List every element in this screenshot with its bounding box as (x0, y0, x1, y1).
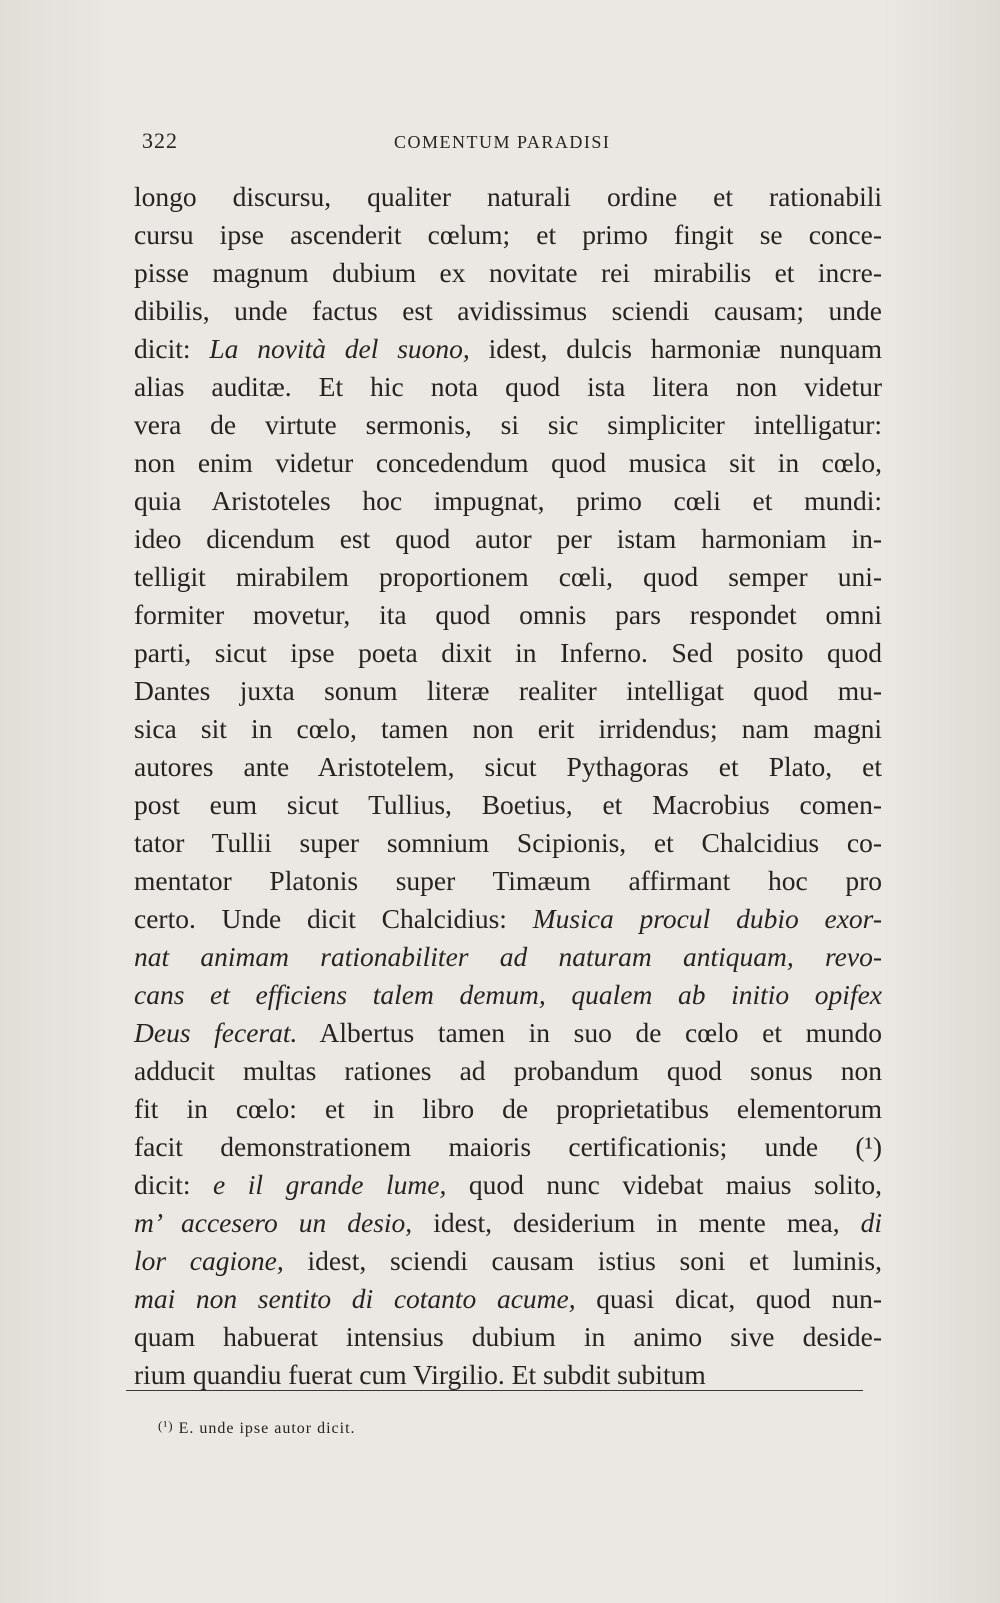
text-line (134, 330, 882, 368)
text-line (134, 406, 882, 444)
text-line (134, 1090, 882, 1128)
text-line (134, 634, 882, 672)
text-segment: post eum sicut Tullius, Boetius, et Macrobius comen- (134, 789, 882, 820)
text-line (134, 824, 882, 862)
text-line (134, 1280, 882, 1318)
text-segment: dicit: (134, 333, 210, 364)
text-segment: fit in cœlo: et in libro de proprietatibus elementorum (134, 1093, 882, 1124)
text-line (134, 748, 882, 786)
text-segment: formiter movetur, ita quod omnis pars respondet omni (134, 599, 882, 630)
italic-segment: m’ accesero un desio, (134, 1207, 413, 1238)
italic-segment: cans et efficiens talem demum, qualem ab initio opifex (134, 979, 882, 1010)
text-line (134, 1014, 882, 1052)
text-segment: telligit mirabilem proportionem cœli, quod semper uni- (134, 561, 882, 592)
text-line (134, 862, 882, 900)
text-line (134, 900, 882, 938)
text-segment: idest, dulcis harmoniæ nunquam (469, 333, 882, 364)
text-segment: tator Tullii super somnium Scipionis, et Chalcidius co- (134, 827, 882, 858)
text-line (134, 178, 882, 216)
text-line (134, 1318, 882, 1356)
text-line (134, 1356, 882, 1394)
text-line (134, 1052, 882, 1090)
text-segment: quia Aristoteles hoc impugnat, primo cœli et mundi: (134, 485, 882, 516)
text-line (134, 558, 882, 596)
text-line (134, 368, 882, 406)
footnote-marker: (¹) (158, 1418, 174, 1433)
body-text (134, 178, 882, 1394)
text-segment: idest, sciendi causam istius soni et luminis, (283, 1245, 882, 1276)
text-line (134, 1166, 882, 1204)
text-segment: non enim videtur concedendum quod musica sit in cœlo, (134, 447, 882, 478)
text-segment: dicit: (134, 1169, 214, 1200)
text-segment: quod nunc videbat maius solito, (446, 1169, 882, 1200)
italic-segment: di (860, 1207, 883, 1238)
text-line (134, 254, 882, 292)
text-line (134, 216, 882, 254)
text-line (134, 292, 882, 330)
footnote-divider (126, 1390, 863, 1391)
text-line (134, 976, 882, 1014)
italic-segment: lor cagione, (134, 1245, 284, 1276)
text-line (134, 672, 882, 710)
footnote (158, 1418, 356, 1438)
italic-segment: e il grande lume, (213, 1169, 447, 1200)
text-segment: Albertus tamen in suo de cœlo et mundo (297, 1017, 882, 1048)
text-line (134, 786, 882, 824)
text-segment: longo discursu, qualiter naturali ordine et rationabili (134, 181, 882, 212)
italic-segment: Musica procul dubio exor- (532, 903, 882, 934)
text-segment: alias auditæ. Et hic nota quod ista litera non videtur (134, 371, 882, 402)
text-segment: facit demonstrationem maioris certificationis; unde (¹) (134, 1131, 882, 1162)
text-segment: rium quandiu fuerat cum Virgilio. Et subdit subitum (134, 1359, 706, 1390)
text-segment: cursu ipse ascenderit cœlum; et primo fingit se conce- (134, 219, 882, 250)
text-segment: parti, sicut ipse poeta dixit in Inferno. Sed posito quod (134, 637, 882, 668)
text-segment: ideo dicendum est quod autor per istam harmoniam in- (134, 523, 882, 554)
text-segment: pisse magnum dubium ex novitate rei mirabilis et incre- (134, 257, 882, 288)
italic-segment: La novità del suono, (209, 333, 470, 364)
text-line (134, 1204, 882, 1242)
text-line (134, 1128, 882, 1166)
text-line (134, 596, 882, 634)
text-line (134, 520, 882, 558)
text-segment: sica sit in cœlo, tamen non erit irridendus; nam magni (134, 713, 882, 744)
italic-segment: nat animam rationabiliter ad naturam antiquam, revo- (134, 941, 882, 972)
text-segment: dibilis, unde factus est avidissimus sciendi causam; unde (134, 295, 882, 326)
text-segment: autores ante Aristotelem, sicut Pythagoras et Plato, et (134, 751, 882, 782)
italic-segment: Deus fecerat. (134, 1017, 298, 1048)
text-segment: Dantes juxta sonum literæ realiter intelligat quod mu- (134, 675, 882, 706)
italic-segment: mai non sentito di cotanto acume, (134, 1283, 576, 1314)
text-segment: quam habuerat intensius dubium in animo sive deside- (134, 1321, 882, 1352)
text-segment: idest, desiderium in mente mea, (412, 1207, 861, 1238)
page-number: 322 (142, 128, 178, 153)
text-segment: quasi dicat, quod nun- (575, 1283, 882, 1314)
text-segment: vera de virtute sermonis, si sic simpliciter intelligatur: (134, 409, 882, 440)
text-line (134, 482, 882, 520)
footnote-text: E. unde ipse autor dicit. (173, 1420, 356, 1437)
text-line (134, 1242, 882, 1280)
text-line (134, 938, 882, 976)
running-title: COMENTUM PARADISI (394, 132, 611, 152)
text-line (134, 444, 882, 482)
page-header (142, 128, 882, 162)
text-segment: adducit multas rationes ad probandum quod sonus non (134, 1055, 882, 1086)
text-line (134, 710, 882, 748)
text-segment: certo. Unde dicit Chalcidius: (134, 903, 533, 934)
text-segment: mentator Platonis super Timæum affirmant hoc pro (134, 865, 882, 896)
